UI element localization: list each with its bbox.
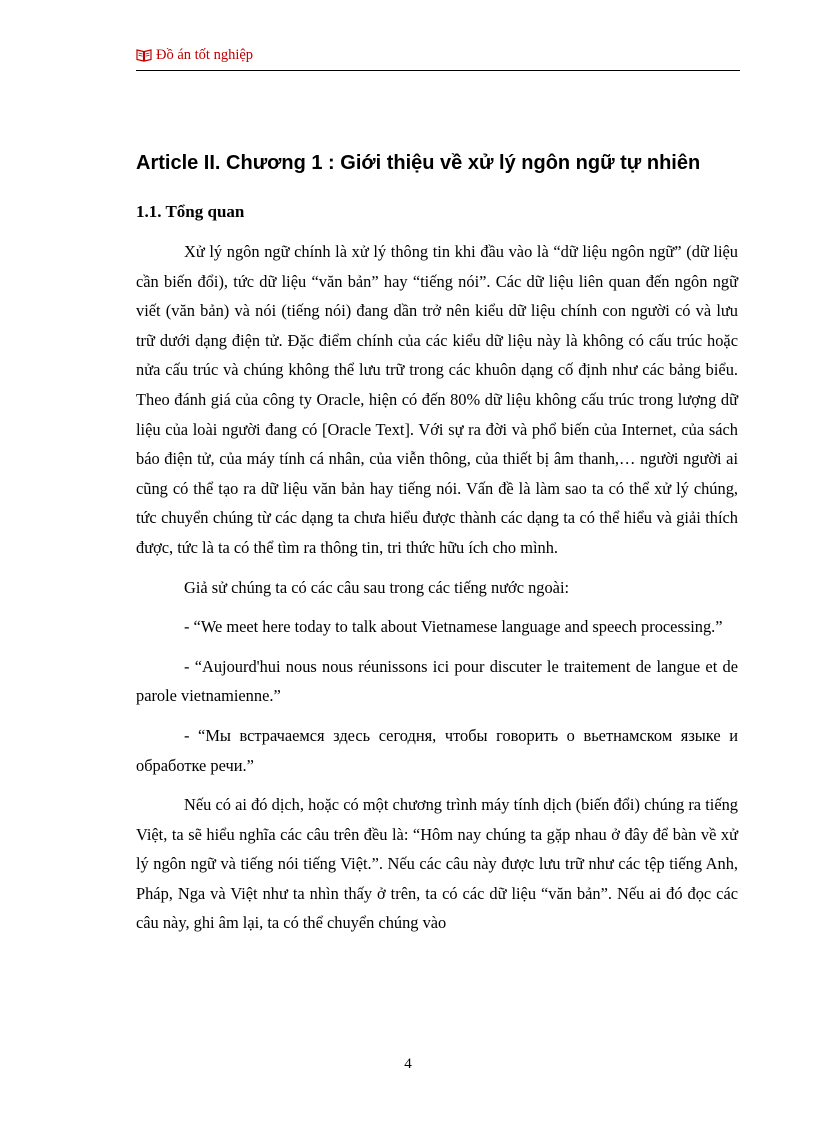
section-title: 1.1. Tổng quan <box>136 202 245 221</box>
paragraph-example-french: - “Aujourd'hui nous nous réunissons ici pour discuter le traitement de langue et de parole vietnamienne.” <box>136 656 738 706</box>
paragraph-example-russian: - “Мы встрачаемся здесь сегодня, чтобы говорить о вьетнамском языке и обработке речи.” <box>136 725 738 775</box>
paragraph-translation: Nếu có ai đó dịch, hoặc có một chương trình máy tính dịch (biến đổi) chúng ra tiếng Việt, ta sẽ hiểu nghĩa các câu trên đều là: “Hôm nay chúng ta gặp nhau ở đây để bàn về xử lý ngôn ngữ và tiếng nói tiếng Việt.”. Nếu các câu này được lưu trữ như các tệp tiếng Anh, Pháp, Nga và Việt như ta nhìn thấy ở trên, ta có các dữ liệu “văn bản”. Nếu ai đó đọc các câu này, ghi âm lại, ta có thể chuyển chúng vào <box>136 795 738 933</box>
paragraph-example-lead: Giả sử chúng ta có các câu sau trong các tiếng nước ngoài: <box>184 577 570 597</box>
body-text <box>136 237 738 938</box>
paragraph-example-english: - “We meet here today to talk about Vietnamese language and speech processing.” <box>184 617 723 637</box>
page-number: 4 <box>404 1056 412 1072</box>
page-header <box>136 46 740 71</box>
paragraph-intro: Xử lý ngôn ngữ chính là xử lý thông tin khi đầu vào là “dữ liệu ngôn ngữ” (dữ liệu cần biến đổi), tức dữ liệu “văn bản” hay “tiếng nói”. Các dữ liệu liên quan đến ngôn ngữ viết (văn bản) và nói (tiếng nói) đang dần trở nên kiểu dữ liệu chính con người có và lưu trữ dưới dạng điện tử. Đặc điểm chính của các kiểu dữ liệu này là không có cấu trúc hoặc nửa cấu trúc và chúng không thể lưu trữ trong các khuôn dạng cố định như các bảng biểu. Theo đánh giá của công ty Oracle, hiện có đến 80% dữ liệu không cấu trúc trong lượng dữ liệu của loài người đang có [Oracle Text]. Với sự ra đời và phổ biến của Internet, của sách báo điện tử, của máy tính cá nhân, của viễn thông, của thiết bị âm thanh,… người người ai cũng có thể tạo ra dữ liệu văn bản hay tiếng nói. Vấn đề là làm sao ta có thể xử lý chúng, tức chuyển chúng từ các dạng ta chưa hiểu được thành các dạng ta có thể hiểu và giải thích được, tức là ta có thể tìm ra thông tin, tri thức hữu ích cho mình. <box>136 242 738 557</box>
book-icon <box>136 48 152 62</box>
chapter-title: Article II. Chương 1 : Giới thiệu về xử lý ngôn ngữ tự nhiên <box>136 152 701 174</box>
header-title: Đồ án tốt nghiệp <box>156 47 254 63</box>
